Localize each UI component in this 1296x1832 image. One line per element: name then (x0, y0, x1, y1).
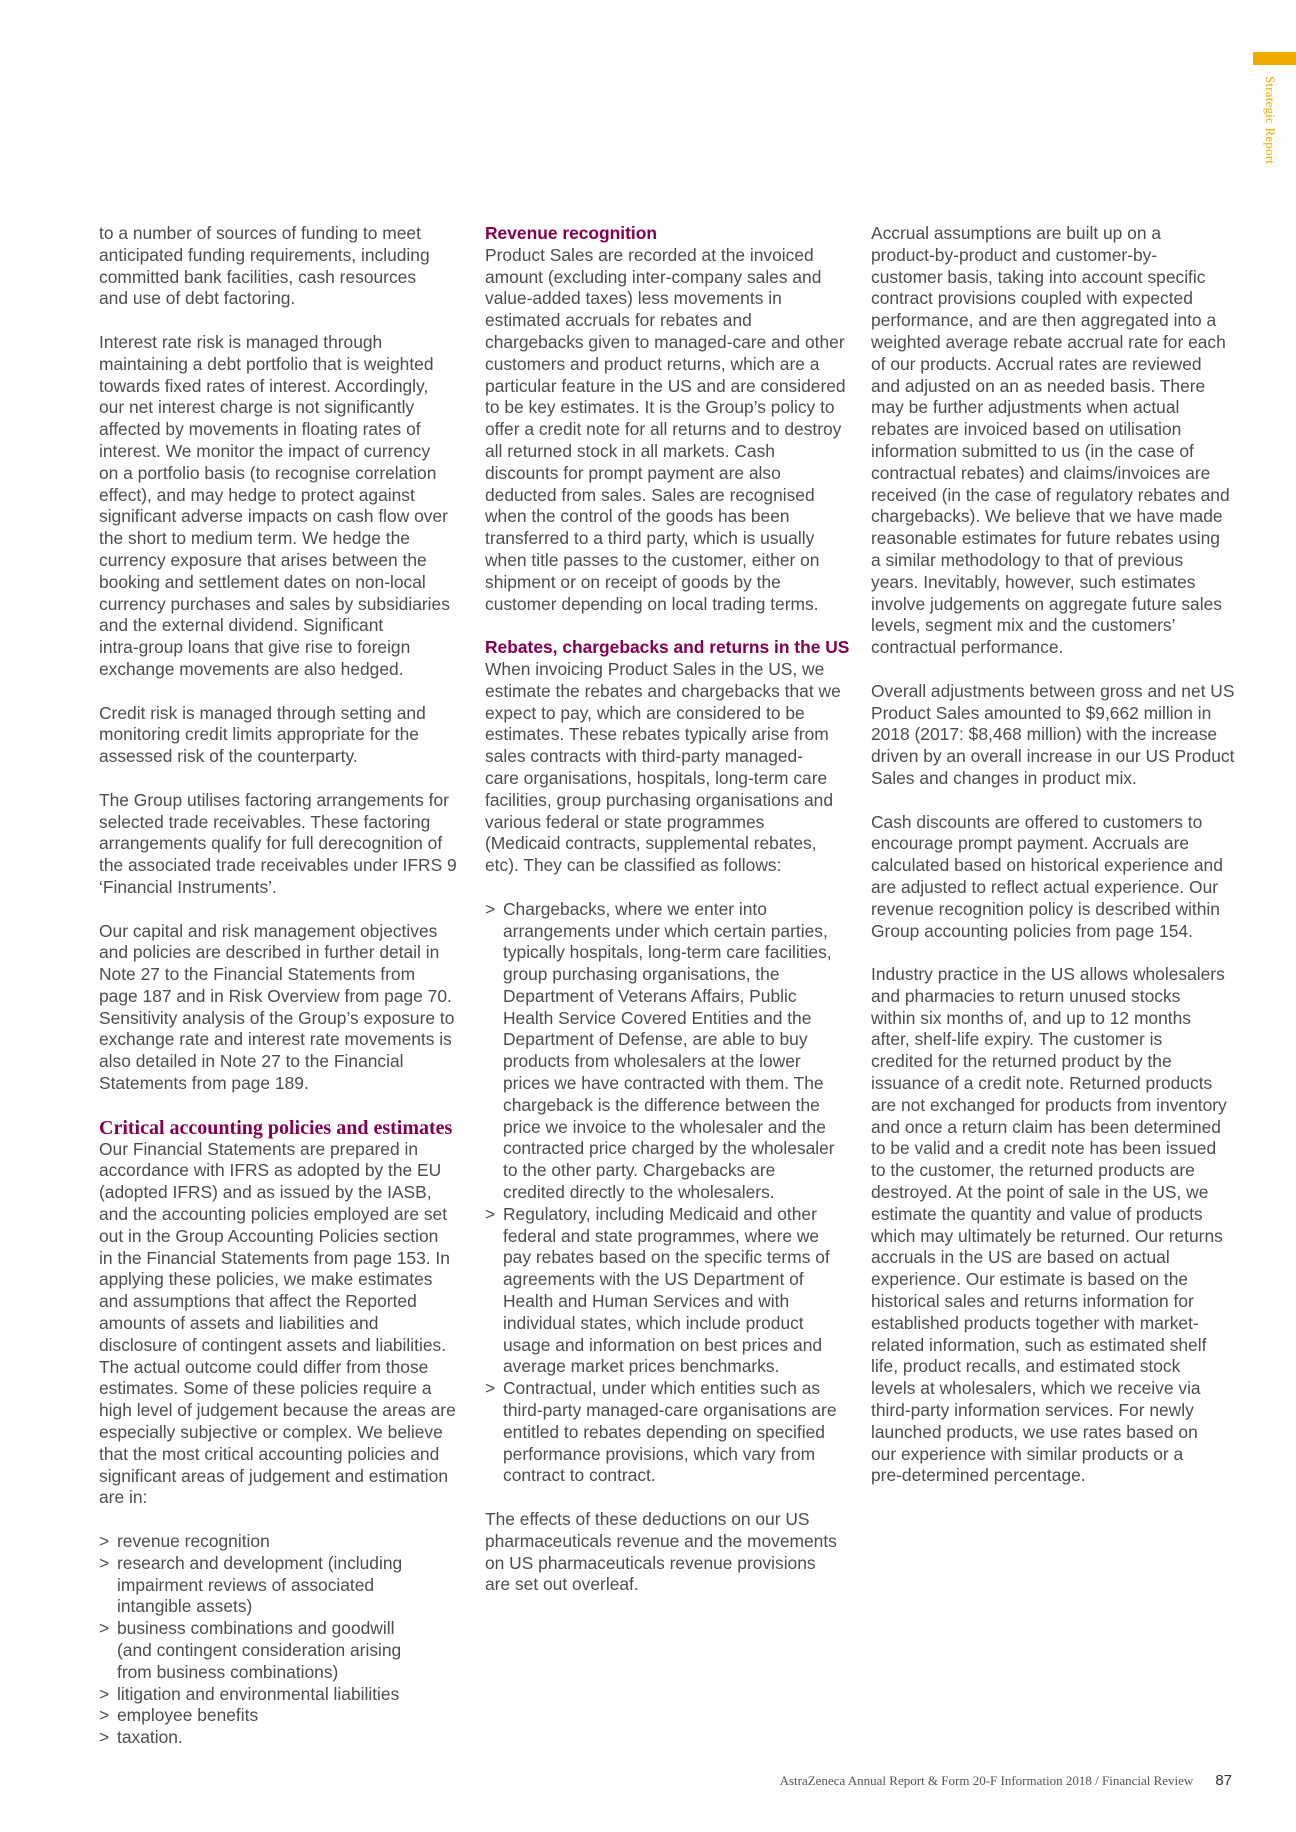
column-3 (871, 223, 1243, 1487)
footer-publication-title: AstraZeneca Annual Report & Form 20-F Information 2018 / Financial Review (779, 1773, 1194, 1788)
bullet-marker-icon: > (99, 1552, 110, 1573)
list-item (99, 1553, 471, 1618)
sub-heading-revenue-recognition: Revenue recognition (485, 223, 658, 243)
list-item (485, 1378, 857, 1487)
list-item-text: taxation. (117, 1727, 183, 1748)
paragraph: to a number of sources of funding to meet anticipated funding requirements, including committed bank facilities, cash resources and use of debt factoring. (99, 223, 430, 309)
bullet-marker-icon: > (99, 1705, 110, 1726)
paragraph: When invoicing Product Sales in the US, we estimate the rebates and chargebacks that we expect to pay, which are considered to be estimates. These rebates typically arise from sales contracts with third-party managed- care organisations, hospitals, long-term care facilities, group purchasing organisations and various federal or state programmes (Medicaid contracts, supplemental rebates, etc). They can be classified as follows: (485, 658, 841, 876)
paragraph: Our Financial Statements are prepared in accordance with IFRS as adopted by the EU (adopted IFRS) and as issued by the IASB, and the accounting policies employed are set out in the Group Accounting Policies section in the Financial Statements from page 153. In applying these policies, we make estimates and assumptions that affect the Reported amounts of assets and liabilities and disclosure of contingent assets and liabilities. The actual outcome could differ from those estimates. Some of these policies require a high level of judgement because the areas are especially subjective or complex. We believe that the most critical accounting policies and significant areas of judgement and estimation are in: (99, 1138, 456, 1508)
list-item-text: employee benefits (117, 1705, 259, 1726)
bullet-marker-icon: > (485, 898, 496, 919)
paragraph: Credit risk is managed through setting and monitoring credit limits appropriate for the assessed risk of the counterparty. (99, 702, 426, 767)
list-item (99, 1618, 471, 1683)
bullet-marker-icon: > (485, 1203, 496, 1224)
list-item-text: research and development (including impairment reviews of associated intangible assets) (117, 1552, 403, 1617)
column-2 (485, 223, 857, 1596)
page-number: 87 (1215, 1772, 1232, 1789)
page-footer (620, 1772, 1232, 1789)
list-item (485, 899, 857, 1204)
paragraph: Product Sales are recorded at the invoiced amount (excluding inter-company sales and value-added taxes) less movements in estimated accruals for rebates and chargebacks given to managed-care and other customers and product returns, which are a particular feature in the US and are considered to be key estimates. It is the Group’s policy to offer a credit note for all returns and to destroy all returned stock in all markets. Cash discounts for prompt payment are also deducted from sales. Sales are recognised when the control of the goods has been transferred to a third party, which is usually when title passes to the customer, either on shipment or on receipt of goods by the customer depending on local trading terms. (485, 244, 846, 614)
bullet-list-critical-areas (99, 1531, 471, 1749)
list-item (99, 1705, 471, 1727)
list-item (99, 1727, 471, 1749)
list-item-text: Contractual, under which entities such as third-party managed-care organisations are entitled to rebates depending on specified performance provisions, which vary from contract to contract. (503, 1378, 837, 1486)
paragraph: Our capital and risk management objectives and policies are described in further detail in Note 27 to the Financial Statements from page 187 and in Risk Overview from page 70. Sensitivity analysis of the Group’s exposure to exchange rate and interest rate movements is also detailed in Note 27 to the Financial Statements from page 189. (99, 920, 455, 1094)
bullet-marker-icon: > (485, 1378, 496, 1399)
section-tab-marker (1253, 52, 1296, 65)
list-item (99, 1684, 471, 1706)
column-1 (99, 223, 471, 1771)
paragraph: Cash discounts are offered to customers to encourage prompt payment. Accruals are calculated based on historical experience and are adjusted to reflect actual experience. Our revenue recognition policy is described within Group accounting policies from page 154. (871, 811, 1223, 941)
paragraph: Overall adjustments between gross and net US Product Sales amounted to $9,662 million in 2018 (2017: $8,468 million) with the increase driven by an overall increase in our US Product Sales and changes in product mix. (871, 680, 1235, 788)
bullet-marker-icon: > (99, 1618, 110, 1639)
paragraph: Interest rate risk is managed through maintaining a debt portfolio that is weighted towards fixed rates of interest. Accordingly, our net interest charge is not significantly affected by movements in floating rates of interest. We monitor the impact of currency on a portfolio basis (to recognise correlation effect), and may hedge to protect against significant adverse impacts on cash flow over the short to medium term. We hedge the currency exposure that arises between the booking and settlement dates on non-local currency purchases and sales by subsidiaries and the external dividend. Significant intra-group loans that give rise to foreign exchange movements are also hedged. (99, 331, 450, 679)
bullet-marker-icon: > (99, 1727, 110, 1748)
paragraph: Accrual assumptions are built up on a product-by-product and customer-by- customer basis, taking into account specific contract provisions coupled with expected performance, and are then aggregated into a weighted average rebate accrual rate for each of our products. Accrual rates are reviewed and adjusted on an as needed basis. There may be further adjustments when actual rebates are invoiced based on utilisation information submitted to us (in the case of contractual rebates) and claims/invoices are received (in the case of regulatory rebates and chargebacks). We believe that we have made reasonable estimates for future rebates using a similar methodology to that of previous years. Inevitably, however, such estimates involve judgements on aggregate future sales levels, segment mix and the customers’ contractual performance. (871, 223, 1230, 658)
bullet-marker-icon: > (99, 1683, 110, 1704)
list-item (485, 1204, 857, 1378)
list-item (99, 1531, 471, 1553)
paragraph: The Group utilises factoring arrangements for selected trade receivables. These factoring arrangements qualify for full derecognition of the associated trade receivables under IFRS 9 ‘Financial Instruments’. (99, 789, 457, 897)
section-heading-critical-accounting: Critical accounting policies and estimates (99, 1116, 453, 1139)
sub-heading-rebates: Rebates, chargebacks and returns in the US (485, 637, 850, 658)
bullet-marker-icon: > (99, 1531, 110, 1552)
list-item-text: litigation and environmental liabilities (117, 1683, 400, 1704)
list-item-text: Regulatory, including Medicaid and other federal and state programmes, where we pay rebates based on the specific terms of agreements with the US Department of Health and Human Services and with individual states, which include product usage and information on best prices and average market prices benchmarks. (503, 1203, 830, 1377)
bullet-list-rebate-types (485, 899, 857, 1488)
list-item-text: revenue recognition (117, 1531, 270, 1552)
paragraph: Industry practice in the US allows wholesalers and pharmacies to return unused stocks within six months of, and up to 12 months after, shelf-life expiry. The customer is credited for the returned product by the issuance of a credit note. Returned products are not exchanged for products from inventory and once a return claim has been determined to be valid and a credit note has been issued to the customer, the returned products are destroyed. At the point of sale in the US, we estimate the quantity and value of products which may ultimately be returned. Our returns accruals in the US are based on actual experience. Our estimate is based on the historical sales and returns information for established products together with market- related information, such as estimated shelf life, product recalls, and estimated stock levels at wholesalers, which we receive via third-party information services. For newly launched products, we use rates based on our experience with similar products or a pre-determined percentage. (871, 964, 1227, 1486)
section-label: Strategic Report (1263, 76, 1278, 165)
list-item-text: business combinations and goodwill (and contingent consideration arising from business combinations) (117, 1618, 402, 1682)
list-item-text: Chargebacks, where we enter into arrangements under which certain parties, typically hospitals, long-term care facilities, group purchasing organisations, the Department of Veterans Affairs, Public Health Service Covered Entities and the Department of Defense, are able to buy products from wholesalers at the lower prices we have contracted with them. The chargeback is the difference between the price we invoice to the wholesaler and the contracted price charged by the wholesaler to the other party. Chargebacks are credited directly to the wholesalers. (503, 898, 835, 1203)
paragraph: The effects of these deductions on our US pharmaceuticals revenue and the movements on US pharmaceuticals revenue provisions are set out overleaf. (485, 1509, 837, 1595)
